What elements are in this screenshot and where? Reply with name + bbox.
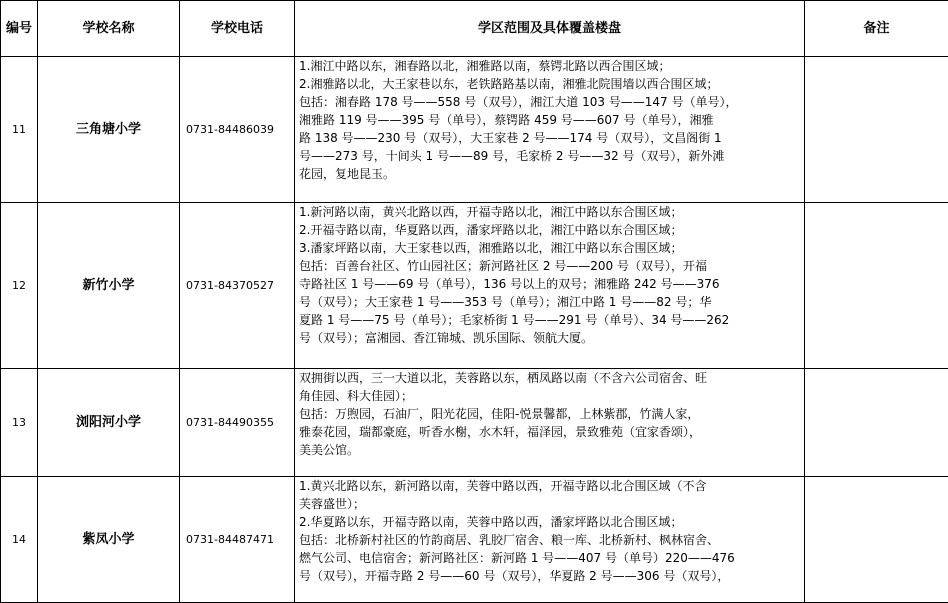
table-row <box>1 57 948 203</box>
header-district-range: 学区范围及具体覆盖楼盘 <box>295 1 805 57</box>
range-line: 双拥街以西，三一大道以北，芙蓉路以东，栖凤路以南（不含六公司宿舍、旺 <box>299 369 800 387</box>
range-line: 路 138 号——230 号（双号），大王家巷 2 号——174 号（双号），文昌阁街 1 <box>299 129 800 147</box>
district-range <box>295 369 805 477</box>
school-phone: 0731-84486039 <box>180 57 295 203</box>
header-school-name: 学校名称 <box>38 1 180 57</box>
row-number: 13 <box>1 369 38 477</box>
row-number: 14 <box>1 477 38 603</box>
range-line: 雅泰花园，瑞都豪庭，听香水榭，水木轩，福泽园，景致雅苑（宜家香颂）， <box>299 423 800 441</box>
table-row <box>1 477 948 603</box>
range-line: 2.湘雅路以北，大王家巷以东，老铁路路基以南，湘雅北院围墙以西合围区域； <box>299 75 800 93</box>
note-cell <box>805 369 948 477</box>
range-line: 芙蓉盛世）； <box>299 495 800 513</box>
range-line: 角佳园、科大佳园）； <box>299 387 800 405</box>
range-line: 包括：万煦园，石油厂，阳光花园，佳阳-悦景馨都，上林紫郡，竹满人家， <box>299 405 800 423</box>
range-line: 燃气公司、电信宿舍；新河路社区：新河路 1 号——407 号（单号）220——476 <box>299 549 800 567</box>
range-line: 花园，复地昆玉。 <box>299 165 800 183</box>
range-line: 包括：百善台社区、竹山园社区；新河路社区 2 号——200 号（双号），开福 <box>299 257 800 275</box>
note-cell <box>805 203 948 369</box>
school-phone: 0731-84370527 <box>180 203 295 369</box>
school-phone: 0731-84487471 <box>180 477 295 603</box>
range-line: 1.湘江中路以东，湘春路以北，湘雅路以南，蔡锷北路以西合围区域； <box>299 57 800 75</box>
range-line: 3.潘家坪路以南，大王家巷以西，湘雅路以北，湘江中路以东合围区域； <box>299 239 800 257</box>
range-line: 号——273 号，十间头 1 号——89 号，毛家桥 2 号——32 号（双号），新外滩 <box>299 147 800 165</box>
note-cell <box>805 477 948 603</box>
header-row <box>1 1 948 57</box>
range-line: 号（双号）；富湘园、香江锦城、凯乐国际、领航大厦。 <box>299 329 800 347</box>
school-phone: 0731-84490355 <box>180 369 295 477</box>
row-number: 11 <box>1 57 38 203</box>
row-number: 12 <box>1 203 38 369</box>
school-name: 三角塘小学 <box>38 57 180 203</box>
range-line: 2.华夏路以东，开福寺路以南，芙蓉中路以西，潘家坪路以北合围区域； <box>299 513 800 531</box>
range-line: 寺路社区 1 号——69 号（单号），136 号以上的双号；湘雅路 242 号——376 <box>299 275 800 293</box>
range-line: 2.开福寺路以南，华夏路以西，潘家坪路以北，湘江中路以东合围区域； <box>299 221 800 239</box>
school-name: 浏阳河小学 <box>38 369 180 477</box>
school-name: 新竹小学 <box>38 203 180 369</box>
note-cell <box>805 57 948 203</box>
range-line: 包括：湘春路 178 号——558 号（双号），湘江大道 103 号——147 号（单号）， <box>299 93 800 111</box>
school-name: 紫凤小学 <box>38 477 180 603</box>
range-line: 1.新河路以南，黄兴北路以西，开福寺路以北，湘江中路以东合围区域； <box>299 203 800 221</box>
range-line: 夏路 1 号——75 号（单号）；毛家桥街 1 号——291 号（单号）、34 号——262 <box>299 311 800 329</box>
range-line: 号（双号），开福寺路 2 号——60 号（双号），华夏路 2 号——306 号（双号）， <box>299 567 800 585</box>
range-line: 包括：北桥新村社区的竹韵商居、乳胶厂宿舍、粮一库、北桥新村、枫林宿舍、 <box>299 531 800 549</box>
table-row <box>1 203 948 369</box>
range-line: 1.黄兴北路以东，新河路以南，芙蓉中路以西，开福寺路以北合围区域（不含 <box>299 477 800 495</box>
table-row <box>1 369 948 477</box>
district-range <box>295 203 805 369</box>
range-line: 湘雅路 119 号——395 号（单号），蔡锷路 459 号——607 号（单号），湘雅 <box>299 111 800 129</box>
range-line: 美美公馆。 <box>299 441 800 459</box>
header-number: 编号 <box>1 1 38 57</box>
district-range <box>295 57 805 203</box>
district-range <box>295 477 805 603</box>
header-school-phone: 学校电话 <box>180 1 295 57</box>
range-line: 号（双号）；大王家巷 1 号——353 号（单号）；湘江中路 1 号——82 号；华 <box>299 293 800 311</box>
header-note: 备注 <box>805 1 948 57</box>
